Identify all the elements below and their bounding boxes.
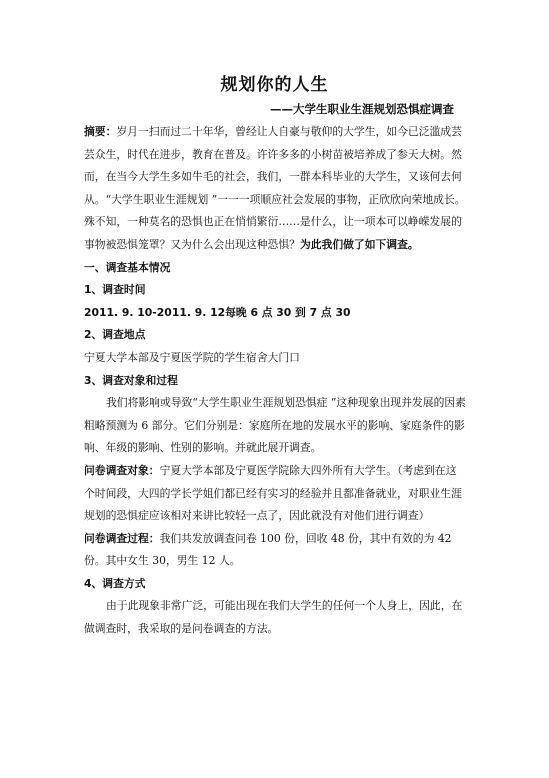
method-paragraph: 由于此现象非常广泛，可能出现在我们大学生的任何一个人身上，因此，在做调查时，我采取的是问卷调查的方法。	[84, 599, 463, 636]
item-heading-location: 2、调查地点	[84, 328, 146, 342]
survey-object-label: 问卷调查对象：	[84, 463, 160, 477]
survey-process-text: 我们共发放调查问卷 100 份，回收 48 份，其中有效的为 42 份。其中女生 30，男生 12 人。	[84, 531, 452, 568]
survey-process-paragraph	[84, 528, 466, 573]
item-heading-method: 4、调查方式	[84, 576, 146, 590]
survey-process-label: 问卷调查过程：	[84, 531, 160, 545]
abstract-text: 岁月一扫而过二十年华，曾经让人自豪与敬仰的大学生，如今已泛滥成芸芸众生，时代在进步，教育在普及。许许多多的小树苗被培养成了参天大树。然而，在当今大学生多如牛毛的社会，我们，一群本科毕业的大学生，又该何去何从。“大学生职业生涯规划 ”一一一项顺应社会发展的事物，正欣欣向荣地成长。殊不知，一种莫名的恐惧也正在悄悄繁衍……是什么，让一项本可以峥嵘发展的事物被恐惧笼罩？又为什么会出现这种恐惧？	[84, 125, 466, 251]
survey-time: 2011. 9. 10-2011. 9. 12每晚 6 点 30 到 7 点 30	[84, 305, 351, 319]
abstract-label: 摘要：	[84, 125, 117, 138]
section-heading-basic-info: 一、调查基本情况	[84, 260, 171, 274]
subjects-process-paragraph: 我们将影响或导致“大学生职业生涯规划恐惧症 ”这种现象出现并发展的因素粗略预测为 6 部分。它们分别是：家庭所在地的发展水平的影响、家庭条件的影响、年级的影响、性别的影响。并就此展开调查。	[84, 396, 466, 455]
survey-location: 宁夏大学本部及宁夏医学院的学生宿舍大门口	[84, 350, 300, 364]
item-heading-subjects-process: 3、调查对象和过程	[84, 373, 178, 387]
document-subtitle: ——大学生职业生涯规划恐惧症调查	[270, 102, 454, 116]
item-heading-time: 1、调查时间	[84, 283, 146, 297]
abstract-paragraph	[84, 121, 466, 257]
document-body	[84, 121, 466, 641]
abstract-closing: 为此我们做了如下调查。	[299, 237, 419, 251]
survey-object-text: 宁夏大学本部及宁夏医学院除大四外所有大学生。（考虑到在这个时间段，大四的学长学姐们都已经有实习的经验并且都准备就业，对职业生涯规划的恐惧症应该相对来讲比较轻一点了，因此就没有对他们进行调查）	[84, 463, 462, 523]
survey-object-paragraph	[84, 460, 466, 528]
document-title: 规划你的人生	[220, 75, 329, 95]
